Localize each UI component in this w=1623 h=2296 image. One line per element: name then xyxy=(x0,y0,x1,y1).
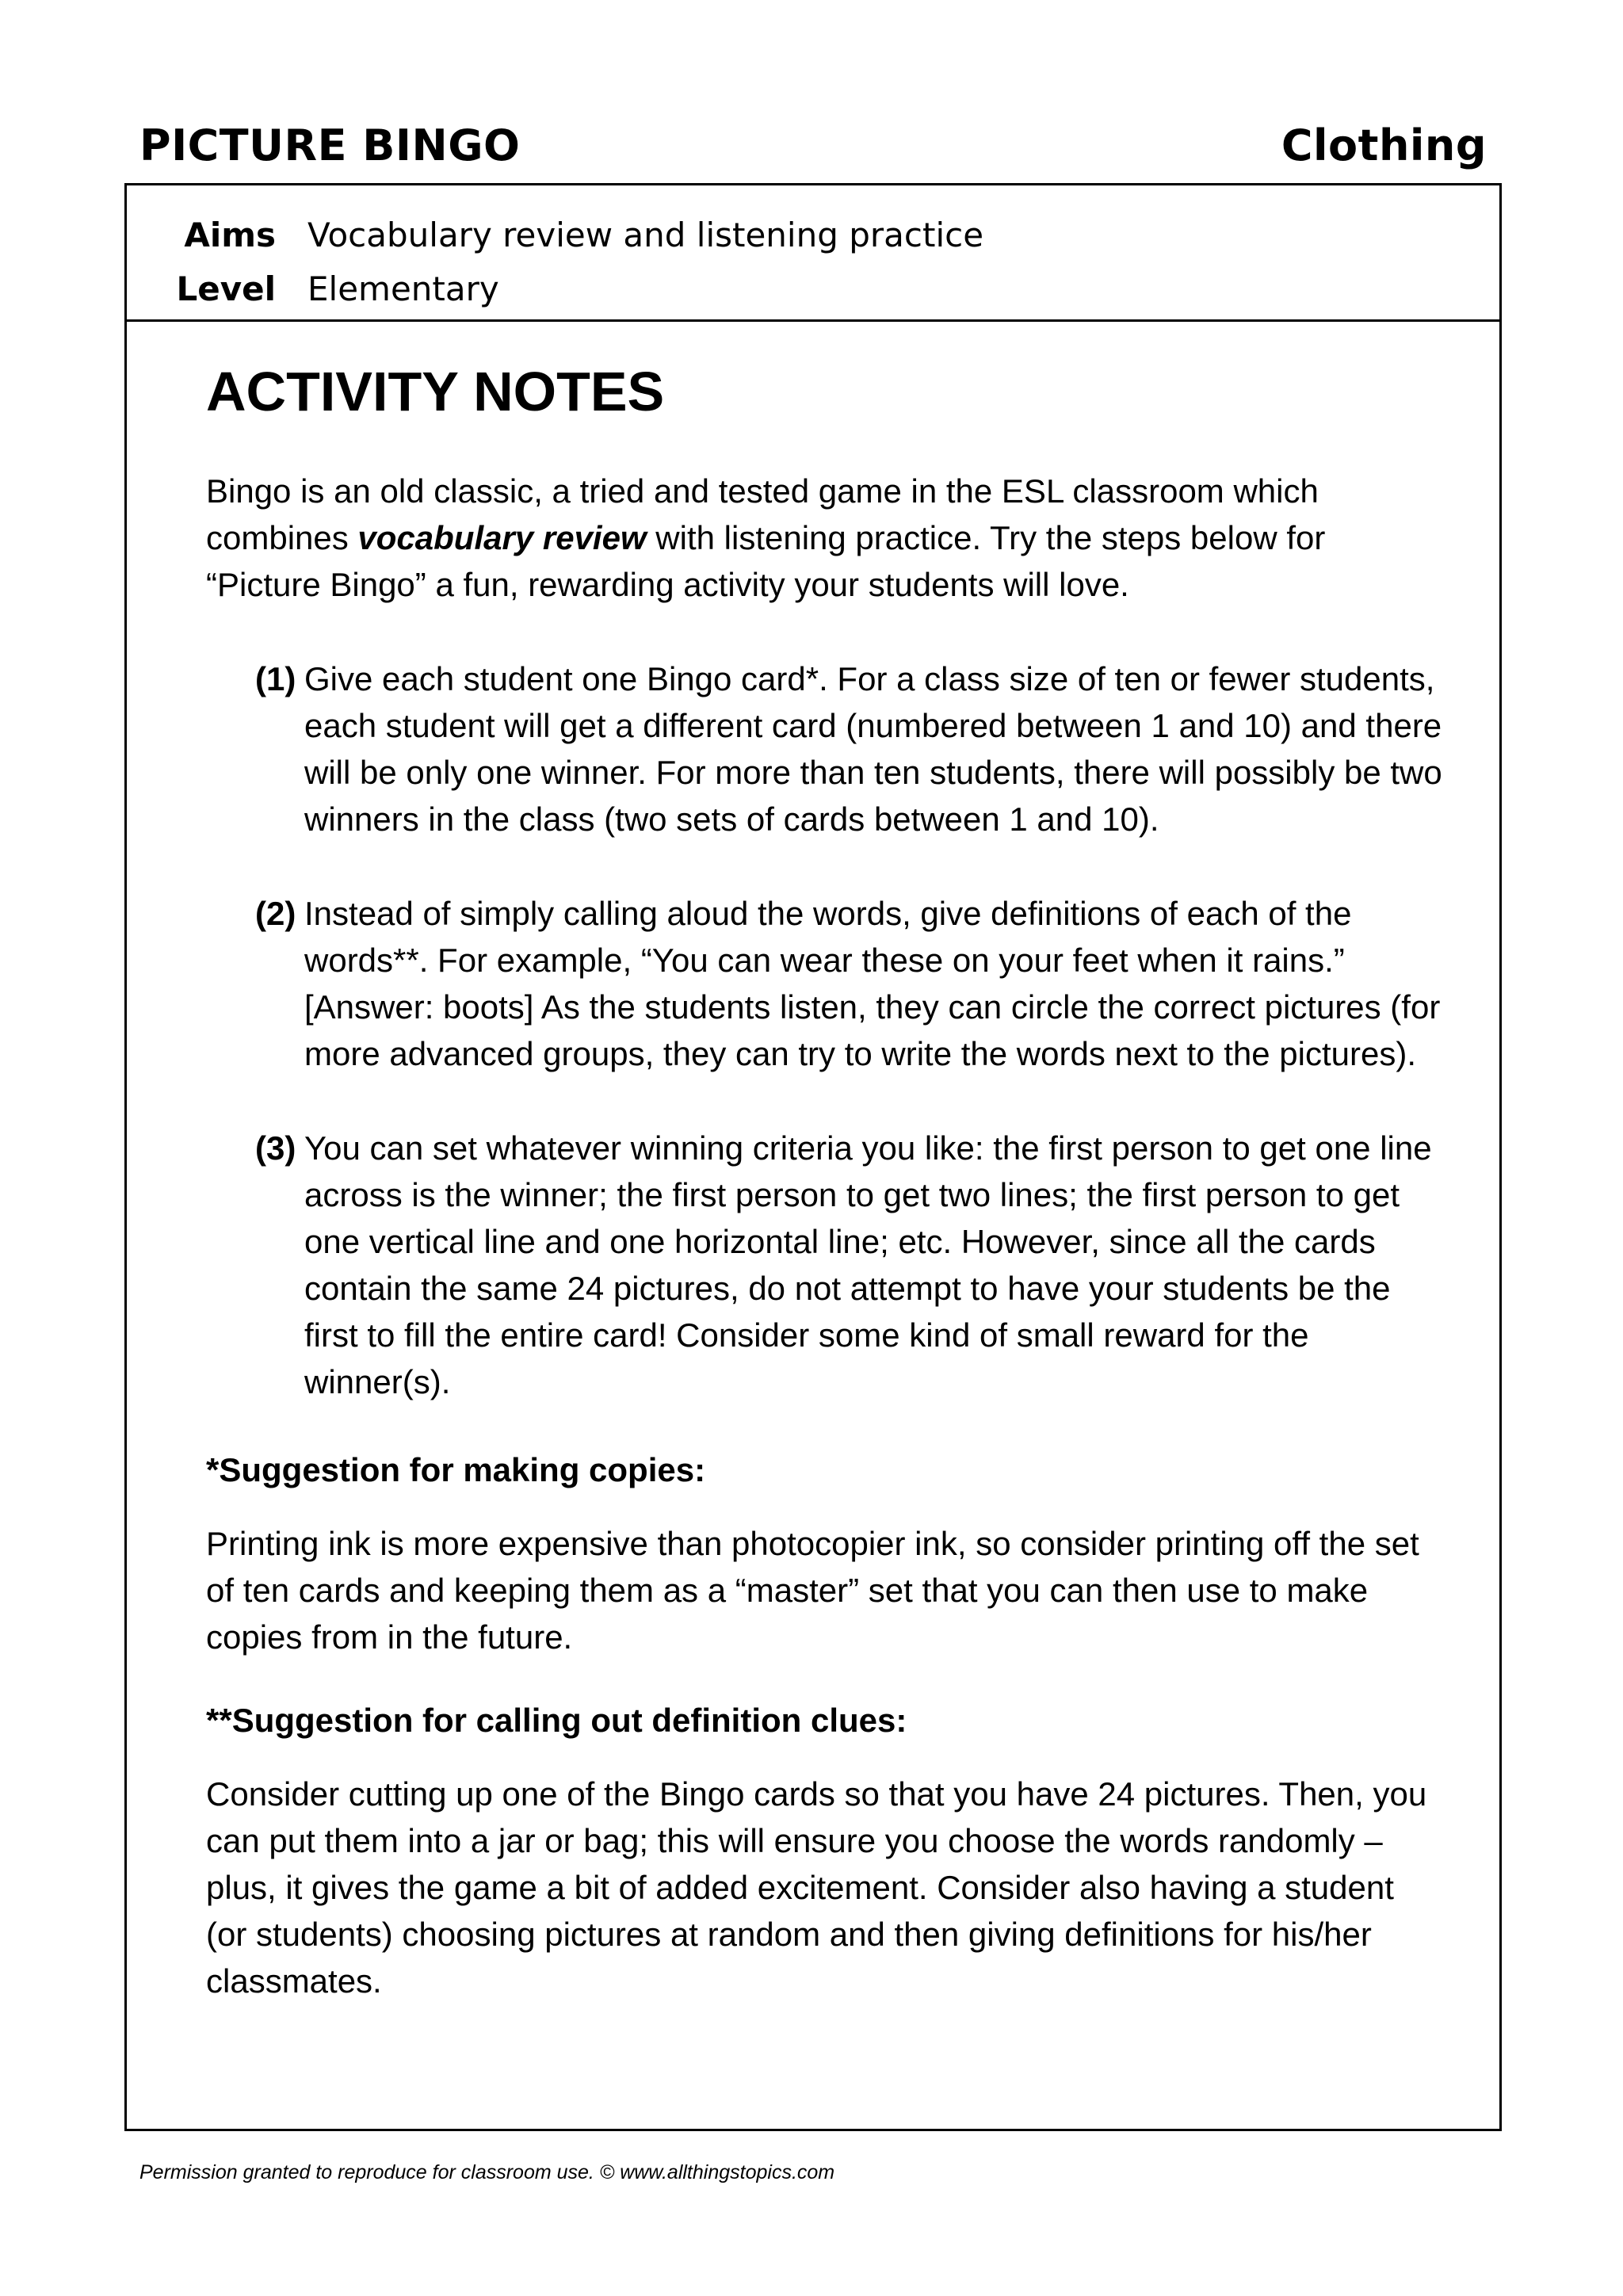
aims-value: Vocabulary review and listening practice xyxy=(307,216,984,254)
worksheet-topic: Clothing xyxy=(1281,120,1487,170)
level-value: Elementary xyxy=(307,269,499,308)
permission-footer: Permission granted to reproduce for classroom use. © www.allthingstopics.com xyxy=(139,2161,835,2183)
page-header xyxy=(139,117,1487,173)
activity-notes xyxy=(206,360,1442,2004)
activity-notes-title: ACTIVITY NOTES xyxy=(206,361,665,422)
clues-paragraph: Consider cutting up one of the Bingo cards so that you have 24 pictures. Then, you can put them into a jar or bag; this will ensure you choose the words randomly – plus, it gives the game a bit of added excitement. Consider also having a student (or students) choosing pictures at random and then giving definitions for his/her classmates. xyxy=(206,1775,1427,2000)
level-row xyxy=(127,269,499,308)
meta-box xyxy=(127,185,1499,322)
intro-emphasis: vocabulary review xyxy=(357,519,647,556)
step-text: You can set whatever winning criteria you like: the first person to get one line across is the winner; the first person to get two lines; the first person to get one vertical line and one horizontal line; etc. However, since all the cards contain the same 24 pictures, do not attempt to have your students be the first to fill the entire card! Consider some kind of small reward for the winner(s). xyxy=(304,1129,1432,1400)
step-text: Give each student one Bingo card*. For a class size of ten or fewer students, each student will get a different card (numbered between 1 and 10) and there will be only one winner. For more than ten students, there will possibly be two winners in the class (two sets of cards between 1 and 10). xyxy=(304,660,1442,838)
intro-text-end: with listening practice. Try the steps below for “Picture Bingo” a fun, rewarding activity your students will love. xyxy=(206,519,1326,603)
step-number: (2) xyxy=(255,895,296,932)
aims-row xyxy=(127,216,983,254)
step-item xyxy=(255,890,1442,1077)
clues-heading: **Suggestion for calling out definition clues: xyxy=(206,1702,907,1739)
copies-paragraph: Printing ink is more expensive than photocopier ink, so consider printing off the set of ten cards and keeping them as a “master” set that you can then use to make copies from in the future. xyxy=(206,1525,1419,1656)
steps-list xyxy=(255,655,1442,1405)
step-item xyxy=(255,1125,1442,1405)
step-number: (1) xyxy=(255,660,296,697)
level-label: Level xyxy=(176,269,276,308)
worksheet-title: PICTURE BINGO xyxy=(139,120,521,170)
copies-heading: *Suggestion for making copies: xyxy=(206,1451,706,1488)
step-item xyxy=(255,655,1442,842)
aims-label: Aims xyxy=(184,216,276,254)
intro-paragraph xyxy=(206,468,1442,608)
worksheet-frame xyxy=(124,183,1502,2131)
step-text: Instead of simply calling aloud the words, give definitions of each of the words**. For example, “You can wear these on your feet when it rains.” [Answer: boots] As the students listen, they can circle the correct pictures (for more advanced groups, they can try to write the words next to the pictures). xyxy=(304,895,1441,1072)
step-number: (3) xyxy=(255,1129,296,1167)
intro-text-start: Bingo is an old classic, a tried and tested game in the ESL classroom which combines xyxy=(206,472,1319,556)
